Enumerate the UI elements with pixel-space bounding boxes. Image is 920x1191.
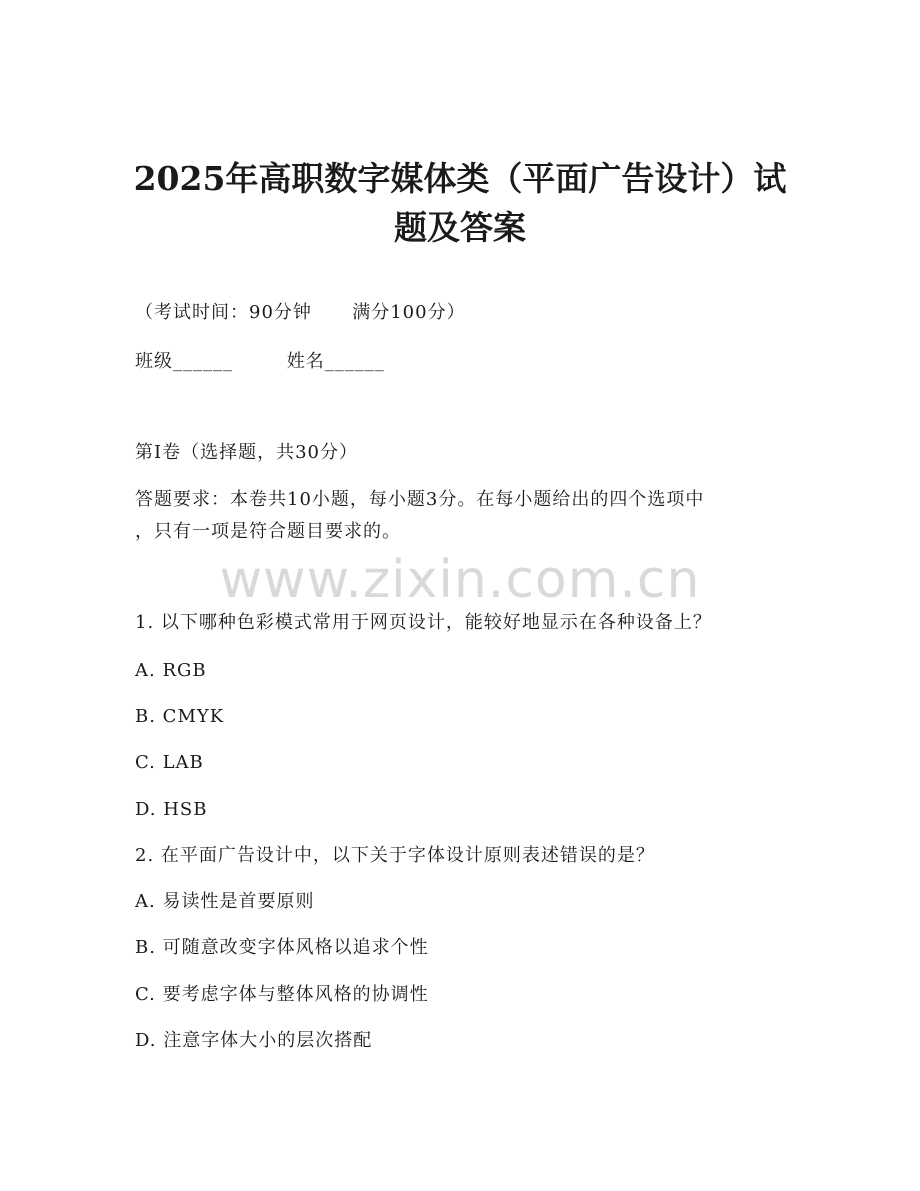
exam-info: （考试时间：90分钟 满分100分） <box>135 302 466 323</box>
document-title-line-2: 题及答案 <box>394 208 526 247</box>
question-2-option-b: B. 可随意改变字体风格以追求个性 <box>135 937 429 958</box>
document-title-line-1: 2025年高职数字媒体类（平面广告设计）试 <box>133 159 787 198</box>
question-1-option-d: D. HSB <box>135 799 208 820</box>
question-2-stem: 2. 在平面广告设计中，以下关于字体设计原则表述错误的是？ <box>135 845 655 866</box>
question-1-stem: 1. 以下哪种色彩模式常用于网页设计，能较好地显示在各种设备上？ <box>135 612 712 633</box>
question-2-option-c: C. 要考虑字体与整体风格的协调性 <box>135 984 429 1005</box>
watermark: www.zixin.com.cn <box>219 550 701 610</box>
question-2-option-a: A. 易读性是首要原则 <box>135 891 315 912</box>
section-heading: 第Ⅰ卷（选择题，共30分） <box>135 442 359 463</box>
question-2-option-d: D. 注意字体大小的层次搭配 <box>135 1030 373 1051</box>
question-1-option-a: A. RGB <box>135 660 207 681</box>
instructions-line-1: 答题要求：本卷共10小题，每小题3分。在每小题给出的四个选项中 <box>135 489 705 510</box>
class-name-fields: 班级______ 姓名______ <box>135 351 385 372</box>
question-1-option-c: C. LAB <box>135 752 204 773</box>
instructions-line-2: ，只有一项是符合题目要求的。 <box>135 521 401 542</box>
question-1-option-b: B. CMYK <box>135 706 225 727</box>
